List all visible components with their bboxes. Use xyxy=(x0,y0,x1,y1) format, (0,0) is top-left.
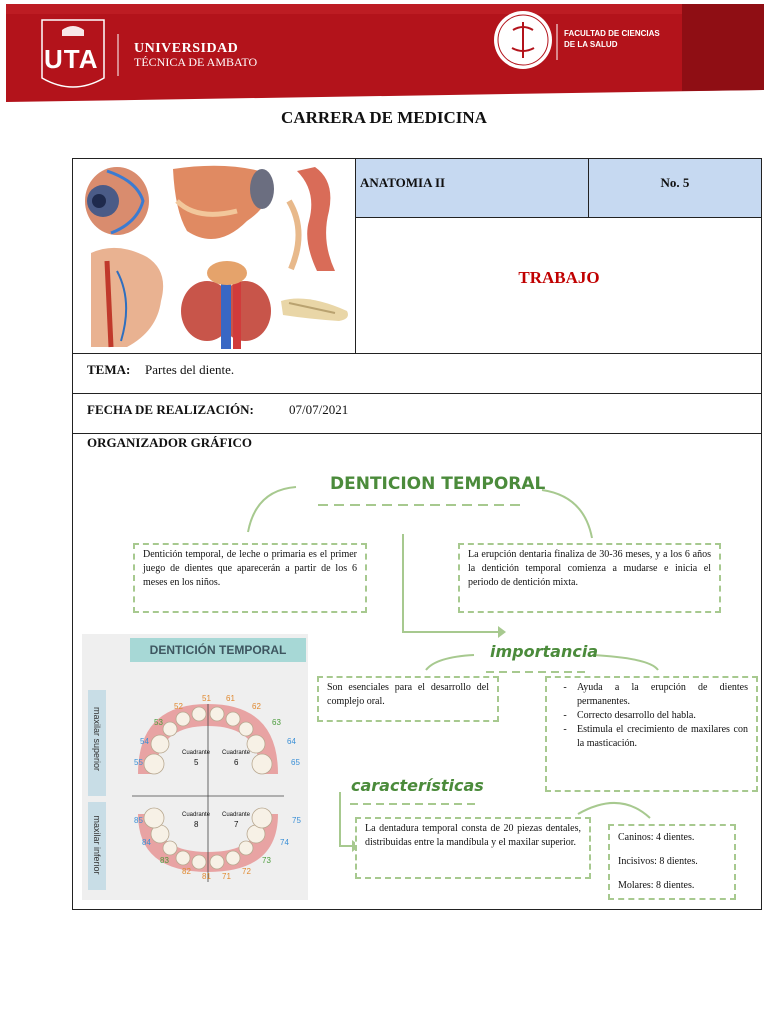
importance-list-box xyxy=(545,676,758,792)
work-number: No. 5 xyxy=(660,175,690,190)
tooth-number: 75 xyxy=(292,816,301,825)
importance-left-box: Son esenciales para el desarrollo del complejo oral. xyxy=(317,676,499,722)
tooth-number: 54 xyxy=(140,737,149,746)
tooth-chart xyxy=(82,634,308,900)
quadrant-label: Cuadrante xyxy=(182,812,211,818)
quadrant-number: 5 xyxy=(194,758,199,767)
importance-item: - Estimula el crecimiento de maxilares con la masticación. xyxy=(563,724,748,749)
quadrant-label: Cuadrante xyxy=(182,750,211,756)
tooth-number: 72 xyxy=(242,867,251,876)
tooth-chart-title: DENTICIÓN TEMPORAL xyxy=(130,638,306,662)
importance-item: - Ayuda a la erupción de dientes permanentes. xyxy=(563,682,748,707)
tooth-number: 85 xyxy=(134,816,143,825)
tooth-number: 81 xyxy=(202,872,211,881)
tooth-number: 83 xyxy=(160,856,169,865)
characteristics-box: La dentadura temporal consta de 20 piezas dentales, distribuidas entre la mandíbula y el maxilar superior. xyxy=(355,817,591,879)
tooth-number: 51 xyxy=(202,694,211,703)
organizer-label: ORGANIZADOR GRÁFICO xyxy=(87,435,253,450)
tooth-number: 53 xyxy=(154,718,163,727)
quadrant-number: 8 xyxy=(194,820,199,829)
uta-logo-text: UTA xyxy=(44,44,99,74)
tooth-number: 84 xyxy=(142,838,151,847)
tooth-number: 62 xyxy=(252,702,261,711)
faculty-name-line1: FACULTAD DE CIENCIAS xyxy=(564,29,660,38)
tooth-number: 71 xyxy=(222,872,231,881)
count-molares: Molares: 8 dientes. xyxy=(618,880,695,891)
tooth-number: 64 xyxy=(287,737,296,746)
tooth-number: 61 xyxy=(226,694,235,703)
count-caninos: Caninos: 4 dientes. xyxy=(618,832,695,843)
fecha-label: FECHA DE REALIZACIÓN: xyxy=(87,402,254,417)
tooth-number: 73 xyxy=(262,856,271,865)
importance-title: importancia xyxy=(490,642,599,661)
characteristics-title: características xyxy=(351,776,484,795)
tema-label: TEMA: xyxy=(87,362,131,377)
counts-box xyxy=(608,824,736,900)
definition-box: Dentición temporal, de leche o primaria es el primer juego de dientes que aparecerán a partir de los 6 meses en los niños. xyxy=(133,543,367,613)
quadrant-number: 6 xyxy=(234,758,239,767)
page-title: CARRERA DE MEDICINA xyxy=(281,108,487,127)
university-name: UNIVERSIDAD xyxy=(134,41,239,56)
tooth-number: 63 xyxy=(272,718,281,727)
importance-item: - Correcto desarrollo del habla. xyxy=(563,710,696,721)
lower-jaw-label: maxilar inferior xyxy=(92,815,102,875)
quadrant-number: 7 xyxy=(234,820,239,829)
eruption-box: La erupción dentaria finaliza de 30-36 meses, y a los 6 años la dentición temporal comienza a mudarse e inicia el periodo de dentición mixta. xyxy=(458,543,721,613)
tooth-number: 52 xyxy=(174,702,183,711)
faculty-name-line2: DE LA SALUD xyxy=(564,40,618,49)
upper-jaw-label: maxilar superior xyxy=(92,706,102,772)
university-subname: TÉCNICA DE AMBATO xyxy=(134,55,258,69)
tema-value: Partes del diente. xyxy=(145,362,235,377)
fecha-value: 07/07/2021 xyxy=(289,402,349,417)
work-title: TRABAJO xyxy=(518,268,600,287)
quadrant-label: Cuadrante xyxy=(222,812,251,818)
quadrant-label: Cuadrante xyxy=(222,750,251,756)
tooth-number: 55 xyxy=(134,758,143,767)
tooth-number: 74 xyxy=(280,838,289,847)
count-incisivos: Incisivos: 8 dientes. xyxy=(618,856,698,867)
tooth-number: 65 xyxy=(291,758,300,767)
main-topic-title: DENTICION TEMPORAL xyxy=(330,474,546,494)
tooth-number: 82 xyxy=(182,867,191,876)
subject-name: ANATOMIA II xyxy=(360,175,446,190)
